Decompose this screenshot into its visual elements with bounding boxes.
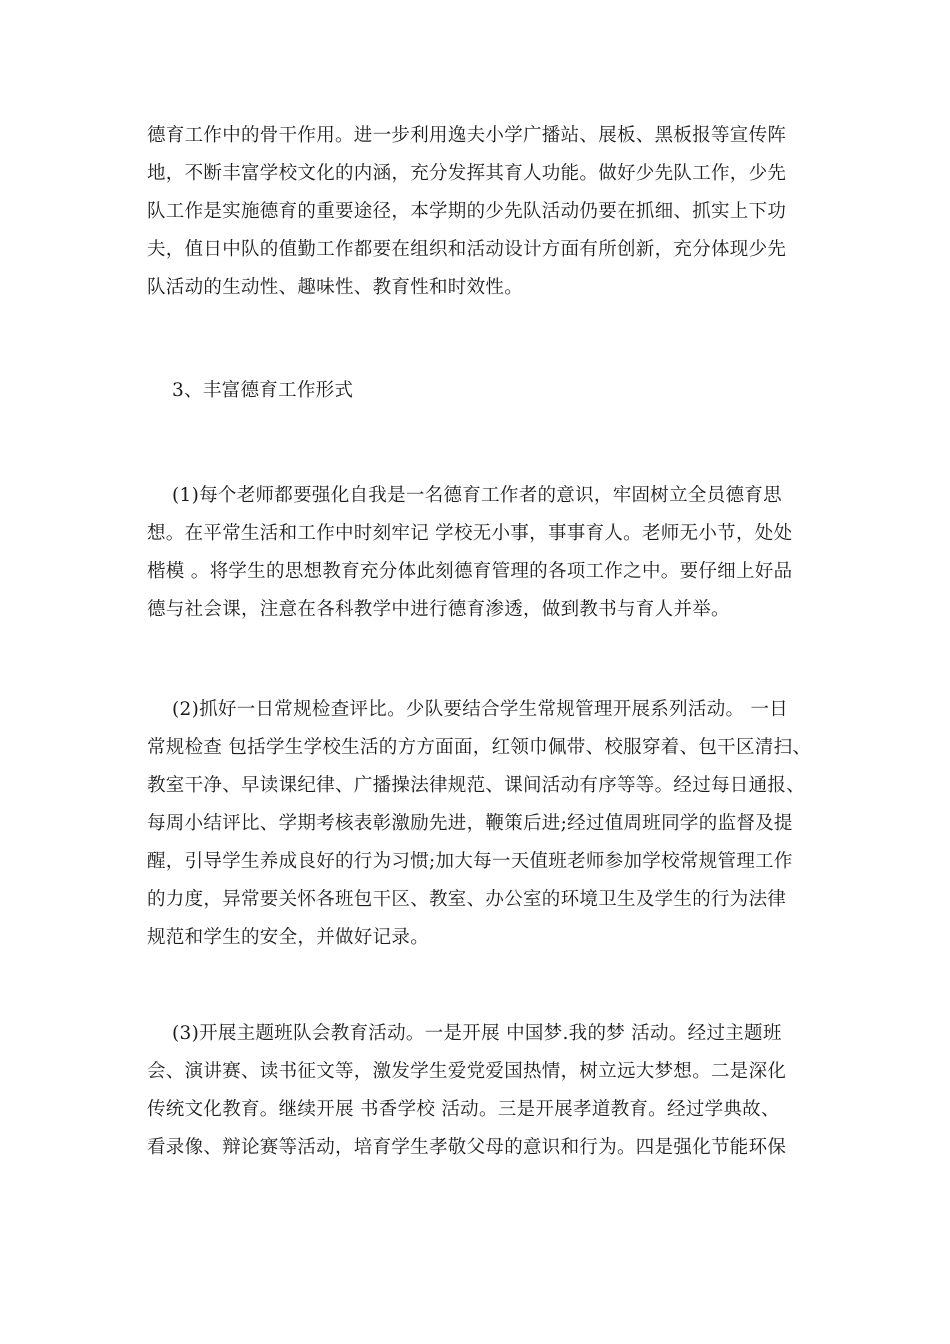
text-line: 规范和学生的安全，并做好记录。: [147, 927, 430, 948]
text-line: 楷模 。将学生的思想教育充分体此刻德育管理的各项工作之中。要仔细上好品: [147, 561, 793, 582]
text-line: (3)开展主题班队会教育活动。一是开展 中国梦.我的梦 活动。经过主题班: [172, 1023, 782, 1044]
text-line: 夫，值日中队的值勤工作都要在组织和活动设计方面有所创新，充分体现少先: [147, 239, 787, 260]
text-line: 常规检查 包括学生学校生活的方方面面，红领巾佩带、校服穿着、包干区清扫、: [147, 737, 812, 758]
paragraph-item-2: [147, 691, 817, 957]
text-line: (2)抓好一日常规检查评比。少队要结合学生常规管理开展系列活动。 一日: [172, 699, 789, 720]
text-line: 会、演讲赛、读书征文等，激发学生爱党爱国热情，树立远大梦想。二是深化: [147, 1061, 787, 1082]
text-line: 想。在平常生活和工作中时刻牢记 学校无小事，事事育人。老师无小节，处处: [147, 523, 793, 544]
paragraph-intro: [147, 117, 817, 307]
section-heading: [147, 372, 817, 410]
text-line: 传统文化教育。继续开展 书香学校 活动。三是开展孝道教育。经过学典故、: [147, 1099, 780, 1120]
text-line: 每周小结评比、学期考核表彰激励先进，鞭策后进;经过值周班同学的监督及提: [147, 813, 793, 834]
text-line: 看录像、辩论赛等活动，培育学生孝敬父母的意识和行为。四是强化节能环保: [147, 1137, 787, 1158]
heading-3: 3、丰富德育工作形式: [172, 380, 354, 401]
text-line: 的力度，异常要关怀各班包干区、教室、办公室的环境卫生及学生的行为法律: [147, 889, 787, 910]
paragraph-item-1: [147, 477, 817, 629]
text-line: (1)每个老师都要强化自我是一名德育工作者的意识，牢固树立全员德育思: [172, 485, 782, 506]
text-line: 德与社会课，注意在各科教学中进行德育渗透，做到教书与育人并举。: [147, 599, 730, 620]
text-line: 队工作是实施德育的重要途径，本学期的少先队活动仍要在抓细、抓实上下功: [147, 201, 787, 222]
paragraph-item-3: [147, 1015, 817, 1167]
text-line: 地，不断丰富学校文化的内涵，充分发挥其育人功能。做好少先队工作，少先: [147, 163, 787, 184]
text-line: 教室干净、早读课纪律、广播操法律规范、课间活动有序等等。经过每日通报、: [147, 775, 806, 796]
text-line: 德育工作中的骨干作用。进一步利用逸夫小学广播站、展板、黑板报等宣传阵: [147, 125, 787, 146]
text-line: 队活动的生动性、趣味性、教育性和时效性。: [147, 277, 524, 298]
text-line: 醒，引导学生养成良好的行为习惯;加大每一天值班老师参加学校常规管理工作: [147, 851, 793, 872]
